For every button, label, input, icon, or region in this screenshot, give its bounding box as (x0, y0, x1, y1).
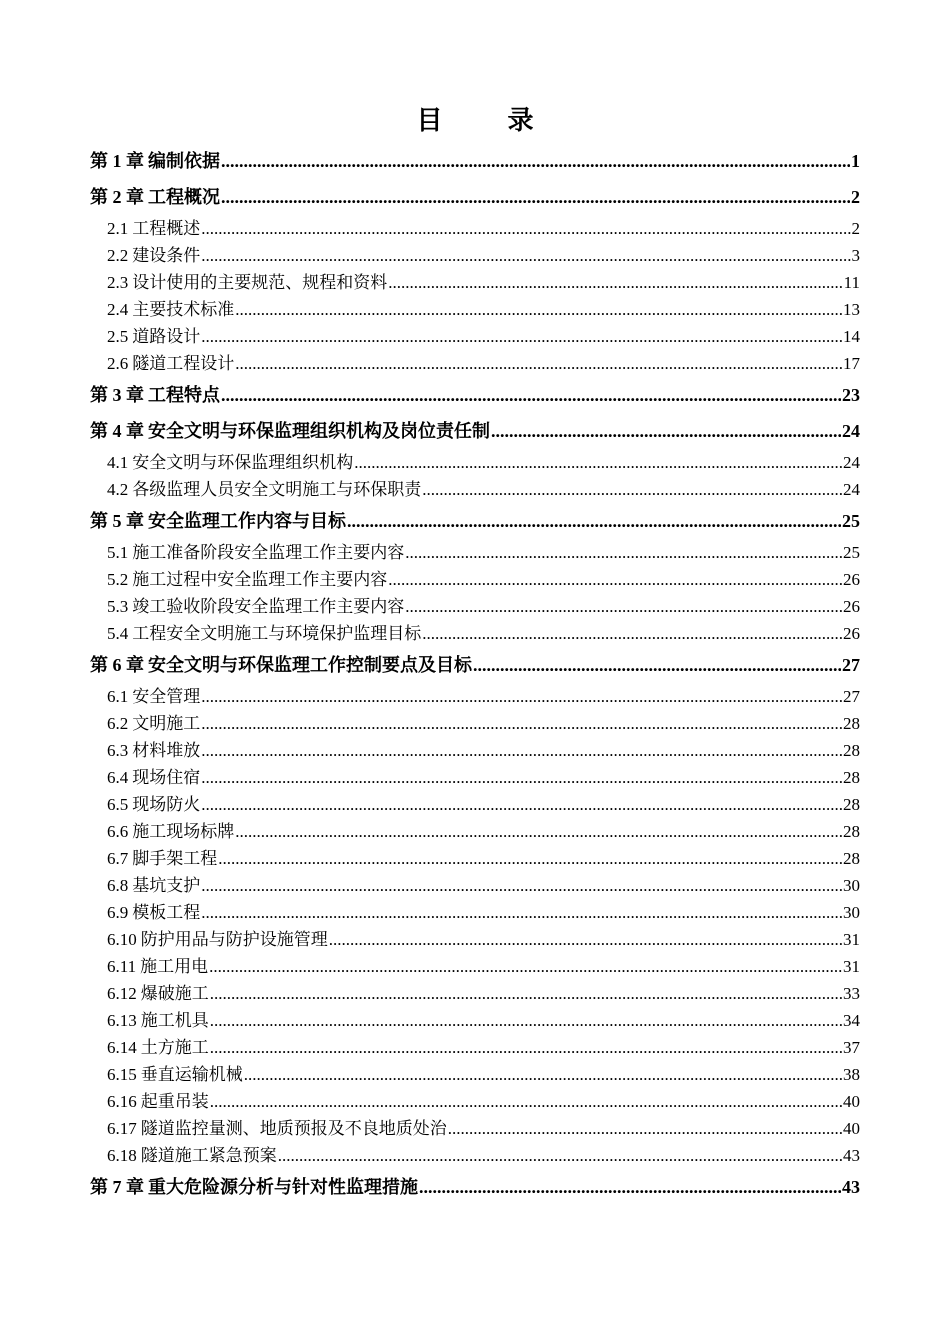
toc-entry-label: 编制依据 (148, 151, 220, 172)
toc-entry-label: 工程概述 (132, 219, 201, 239)
toc-chapter-entry[interactable] (90, 647, 860, 683)
toc-page-number: 43 (843, 1146, 860, 1165)
toc-dot-leader (201, 710, 842, 737)
toc-entry-label: 基坑支护 (132, 876, 201, 896)
toc-section-entry[interactable] (90, 845, 860, 872)
toc-section-entry[interactable] (90, 980, 860, 1007)
toc-entry-number: 2.3 (107, 273, 129, 292)
toc-page-number: 11 (843, 273, 860, 292)
toc-entry-number: 2.6 (107, 354, 129, 373)
toc-dot-leader (235, 296, 842, 323)
toc-entry-number: 6.3 (107, 741, 129, 760)
toc-dot-leader (235, 350, 842, 377)
toc-entry-label: 垂直运输机械 (140, 1065, 243, 1085)
toc-entry-label: 重大危险源分析与针对性监理措施 (148, 1177, 418, 1198)
toc-section-entry[interactable] (90, 476, 860, 503)
toc-page-number: 24 (843, 453, 860, 472)
toc-entry-number: 6.14 (107, 1038, 137, 1057)
toc-dot-leader (448, 1115, 842, 1142)
toc-entry-label: 模板工程 (132, 903, 201, 923)
toc-dot-leader (405, 593, 842, 620)
toc-entry-label: 隧道工程设计 (132, 354, 235, 374)
toc-entry-number: 4.2 (107, 480, 129, 499)
toc-dot-leader (218, 845, 842, 872)
toc-chapter-entry[interactable] (90, 179, 860, 215)
toc-dot-leader (473, 647, 841, 683)
toc-entry-label: 竣工验收阶段安全监理工作主要内容 (132, 597, 405, 617)
toc-dot-leader (329, 926, 842, 953)
toc-page-number: 26 (843, 624, 860, 643)
toc-entry-label: 建设条件 (132, 246, 201, 266)
toc-dot-leader (278, 1142, 842, 1169)
toc-chapter-entry[interactable] (90, 1169, 860, 1205)
toc-entry-number: 6.13 (107, 1011, 137, 1030)
toc-page-number: 28 (843, 741, 860, 760)
toc-entry-number: 6.6 (107, 822, 129, 841)
toc-section-entry[interactable] (90, 242, 860, 269)
toc-entry-label: 安全文明与环保监理组织机构及岗位责任制 (148, 421, 490, 442)
toc-entry-label: 安全文明与环保监理组织机构 (132, 453, 354, 473)
toc-section-entry[interactable] (90, 620, 860, 647)
toc-dot-leader (210, 980, 842, 1007)
toc-entry-label: 施工用电 (140, 957, 209, 977)
toc-entry-number: 6.9 (107, 903, 129, 922)
toc-entry-label: 防护用品与防护设施管理 (140, 930, 328, 950)
toc-entry-number: 5.2 (107, 570, 129, 589)
toc-dot-leader (244, 1061, 842, 1088)
toc-dot-leader (201, 872, 842, 899)
toc-page-number: 28 (843, 849, 860, 868)
toc-dot-leader (201, 683, 842, 710)
toc-page-number: 37 (843, 1038, 860, 1057)
toc-page-number: 1 (851, 151, 860, 171)
toc-page-number: 26 (843, 570, 860, 589)
toc-dot-leader (201, 899, 842, 926)
toc-entry-number: 第 4 章 (90, 421, 144, 441)
toc-entry-label: 各级监理人员安全文明施工与环保职责 (132, 480, 422, 500)
toc-section-entry[interactable] (90, 710, 860, 737)
toc-dot-leader (388, 269, 842, 296)
toc-entry-label: 施工现场标牌 (132, 822, 235, 842)
toc-entry-label: 土方施工 (140, 1038, 209, 1058)
toc-page-number: 14 (843, 327, 860, 346)
toc-entry-number: 6.12 (107, 984, 137, 1003)
toc-entry-number: 5.1 (107, 543, 129, 562)
toc-dot-leader (422, 476, 842, 503)
toc-entry-number: 2.4 (107, 300, 129, 319)
toc-section-entry[interactable] (90, 1142, 860, 1169)
toc-dot-leader (201, 215, 850, 242)
toc-section-entry[interactable] (90, 323, 860, 350)
toc-dot-leader (491, 413, 841, 449)
toc-section-entry[interactable] (90, 215, 860, 242)
toc-entry-number: 6.4 (107, 768, 129, 787)
toc-page-number: 27 (843, 687, 860, 706)
toc-entry-label: 设计使用的主要规范、规程和资料 (132, 273, 388, 293)
toc-entry-label: 工程概况 (148, 187, 220, 208)
toc-chapter-entry[interactable] (90, 413, 860, 449)
toc-page-number: 28 (843, 795, 860, 814)
toc-dot-leader (210, 1088, 842, 1115)
toc-page-number: 25 (843, 543, 860, 562)
toc-dot-leader (405, 539, 842, 566)
toc-dot-leader (201, 242, 850, 269)
toc-entry-label: 脚手架工程 (132, 849, 218, 869)
toc-entry-label: 现场住宿 (132, 768, 201, 788)
toc-entry-number: 5.4 (107, 624, 129, 643)
toc-entry-number: 6.7 (107, 849, 129, 868)
toc-dot-leader (388, 566, 842, 593)
toc-chapter-entry[interactable] (90, 503, 860, 539)
toc-page-number: 40 (843, 1119, 860, 1138)
toc-dot-leader (221, 143, 850, 179)
toc-entry-label: 文明施工 (132, 714, 201, 734)
toc-entry-number: 第 2 章 (90, 187, 144, 207)
toc-entry-label: 道路设计 (132, 327, 201, 347)
toc-dot-leader (209, 953, 842, 980)
toc-section-entry[interactable] (90, 818, 860, 845)
toc-dot-leader (201, 764, 842, 791)
toc-page-number: 33 (843, 984, 860, 1003)
toc-entry-number: 6.1 (107, 687, 129, 706)
toc-entry-number: 第 3 章 (90, 385, 144, 405)
toc-entry-number: 第 6 章 (90, 655, 144, 675)
toc-entry-label: 主要技术标准 (132, 300, 235, 320)
toc-page-number: 28 (843, 822, 860, 841)
toc-section-entry[interactable] (90, 764, 860, 791)
toc-entry-label: 隧道监控量测、地质预报及不良地质处治 (140, 1119, 447, 1139)
toc-dot-leader (201, 791, 842, 818)
toc-entry-number: 6.8 (107, 876, 129, 895)
toc-dot-leader (210, 1034, 842, 1061)
toc-page-number: 2 (851, 219, 860, 238)
toc-page-number: 28 (843, 714, 860, 733)
toc-entry-label: 施工准备阶段安全监理工作主要内容 (132, 543, 405, 563)
toc-section-entry[interactable] (90, 899, 860, 926)
toc-dot-leader (201, 737, 842, 764)
toc-dot-leader (354, 449, 842, 476)
toc-section-entry[interactable] (90, 296, 860, 323)
toc-dot-leader (347, 503, 841, 539)
toc-entry-number: 6.17 (107, 1119, 137, 1138)
toc-page-number: 30 (843, 876, 860, 895)
toc-entry-label: 材料堆放 (132, 741, 201, 761)
toc-entry-label: 起重吊装 (140, 1092, 209, 1112)
toc-title: 目 录 (416, 106, 562, 136)
toc-dot-leader (419, 1169, 841, 1205)
toc-entry-number: 2.5 (107, 327, 129, 346)
toc-page-number: 40 (843, 1092, 860, 1111)
toc-entry-number: 6.10 (107, 930, 137, 949)
toc-entry-label: 现场防火 (132, 795, 201, 815)
toc-chapter-entry[interactable] (90, 377, 860, 413)
toc-dot-leader (210, 1007, 842, 1034)
toc-section-entry[interactable] (90, 926, 860, 953)
toc-section-entry[interactable] (90, 683, 860, 710)
toc-entry-label: 安全监理工作内容与目标 (148, 511, 346, 532)
toc-page-number: 13 (843, 300, 860, 319)
toc-entry-number: 6.5 (107, 795, 129, 814)
toc-dot-leader (235, 818, 842, 845)
toc-entry-number: 6.18 (107, 1146, 137, 1165)
toc-section-entry[interactable] (90, 1007, 860, 1034)
toc-page-number: 27 (842, 655, 860, 675)
toc-page-number: 38 (843, 1065, 860, 1084)
toc-dot-leader (201, 323, 842, 350)
toc-entry-number: 第 5 章 (90, 511, 144, 531)
toc-entry-number: 6.11 (107, 957, 137, 976)
toc-page-number: 23 (842, 385, 860, 405)
toc-entry-number: 4.1 (107, 453, 129, 472)
toc-entry-label: 工程安全文明施工与环境保护监理目标 (132, 624, 422, 644)
toc-page-number: 17 (843, 354, 860, 373)
toc-dot-leader (221, 377, 841, 413)
toc-page-number: 31 (843, 930, 860, 949)
toc-page-number: 26 (843, 597, 860, 616)
toc-entry-label: 施工机具 (140, 1011, 209, 1031)
toc-chapter-entry[interactable] (90, 143, 860, 179)
table-of-contents (90, 143, 860, 1205)
toc-page-number: 30 (843, 903, 860, 922)
toc-entry-label: 工程特点 (148, 385, 220, 406)
toc-page-number: 25 (842, 511, 860, 531)
toc-section-entry[interactable] (90, 449, 860, 476)
toc-section-entry[interactable] (90, 269, 860, 296)
toc-section-entry[interactable] (90, 539, 860, 566)
toc-section-entry[interactable] (90, 1115, 860, 1142)
toc-entry-number: 6.2 (107, 714, 129, 733)
toc-page-number: 34 (843, 1011, 860, 1030)
toc-entry-number: 6.15 (107, 1065, 137, 1084)
toc-page-number: 24 (842, 421, 860, 441)
toc-dot-leader (422, 620, 842, 647)
toc-section-entry[interactable] (90, 593, 860, 620)
toc-entry-number: 6.16 (107, 1092, 137, 1111)
toc-page-number: 43 (842, 1177, 860, 1197)
toc-entry-number: 第 7 章 (90, 1177, 144, 1197)
toc-section-entry[interactable] (90, 872, 860, 899)
toc-section-entry[interactable] (90, 1034, 860, 1061)
toc-section-entry[interactable] (90, 350, 860, 377)
toc-entry-number: 第 1 章 (90, 151, 144, 171)
toc-entry-number: 2.2 (107, 246, 129, 265)
toc-entry-label: 隧道施工紧急预案 (140, 1146, 277, 1166)
toc-page-number: 2 (851, 187, 860, 207)
toc-section-entry[interactable] (90, 737, 860, 764)
toc-section-entry[interactable] (90, 1061, 860, 1088)
toc-page-number: 28 (843, 768, 860, 787)
toc-page-number: 31 (843, 957, 860, 976)
toc-section-entry[interactable] (90, 1088, 860, 1115)
toc-entry-number: 2.1 (107, 219, 129, 238)
toc-entry-number: 5.3 (107, 597, 129, 616)
toc-section-entry[interactable] (90, 566, 860, 593)
toc-page-number: 24 (843, 480, 860, 499)
toc-section-entry[interactable] (90, 953, 860, 980)
toc-entry-label: 安全文明与环保监理工作控制要点及目标 (148, 655, 472, 676)
toc-dot-leader (221, 179, 850, 215)
toc-entry-label: 安全管理 (132, 687, 201, 707)
toc-page-number: 3 (851, 246, 860, 265)
toc-section-entry[interactable] (90, 791, 860, 818)
toc-entry-label: 爆破施工 (140, 984, 209, 1004)
toc-entry-label: 施工过程中安全监理工作主要内容 (132, 570, 388, 590)
